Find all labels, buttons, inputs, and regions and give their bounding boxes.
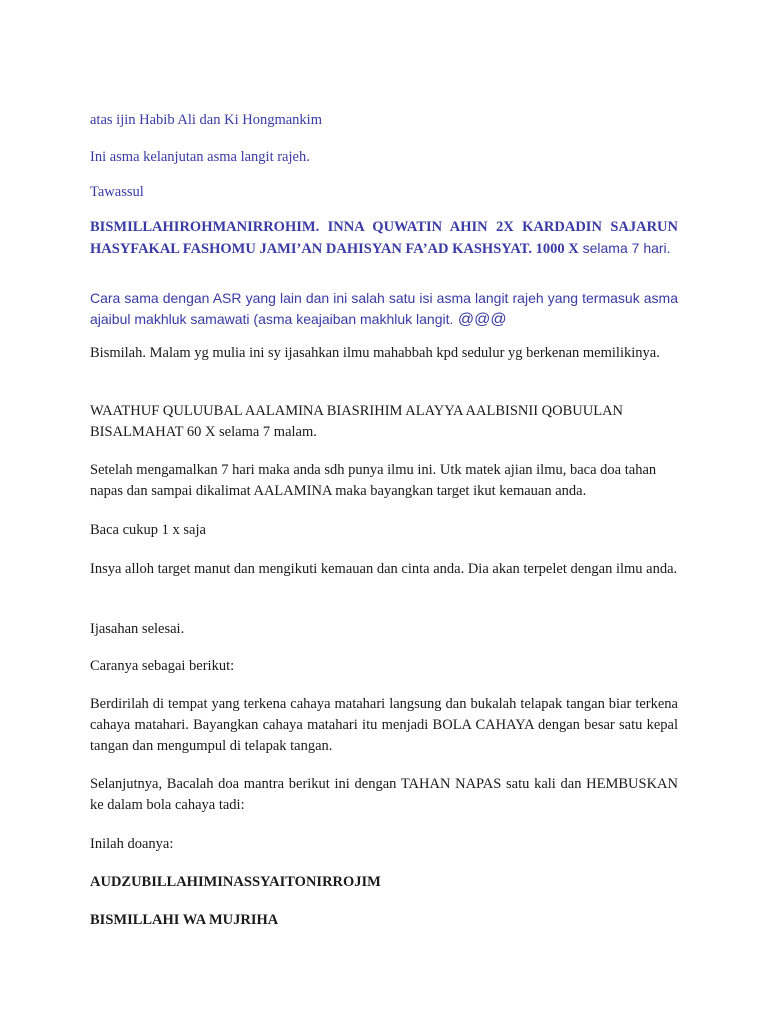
ijasahan-line: Ijasahan selesai. [90, 621, 185, 637]
waathuf-paragraph: WAATHUF QULUUBAL AALAMINA BIASRIHIM ALAYYA AALBISNII QOBUULAN BISALMAHAT 60 X selama 7 malam. [90, 403, 624, 440]
cara-sama-paragraph [90, 288, 678, 330]
subtitle-line: Ini asma kelanjutan asma langit rajeh. [90, 149, 310, 165]
mantra-paragraph-1 [90, 217, 678, 260]
caranya-line: Caranya sebagai berikut: [90, 658, 235, 674]
mantra-1-tail-text: selama 7 hari. [578, 240, 671, 256]
inilah-line: Inilah doanya: [90, 836, 174, 852]
cara-sama-tail: @@@ [453, 311, 507, 328]
cara-sama-text: Cara sama dengan ASR yang lain dan ini salah satu isi asma langit rajeh yang termasuk asma ajaibul makhluk samawati (asma keajaiban makhluk langit. [90, 290, 678, 327]
insya-paragraph: Insya alloh target manut dan mengikuti kemauan dan cinta anda. Dia akan terpelet dengan ilmu anda. [90, 561, 678, 577]
audzu-line: AUDZUBILLAHIMINASSYAITONIRROJIM [90, 874, 381, 890]
mantra-1-bold-text: BISMILLAHIROHMANIRROHIM. INNA QUWATIN AHIN 2X KARDADIN SAJARUN HASYFAKAL FASHOMU JAMI’AN DAHISYAN FA’AD KASHSYAT. 1000 X [90, 219, 678, 257]
setelah-paragraph: Setelah mengamalkan 7 hari maka anda sdh punya ilmu ini. Utk matek ajian ilmu, baca doa tahan napas dan sampai dikalimat AALAMINA maka bayangkan target ikut kemauan anda. [90, 462, 657, 499]
bismilah-paragraph: Bismilah. Malam yg mulia ini sy ijasahkan ilmu mahabbah kpd sedulur yg berkenan memilikinya. [90, 345, 660, 361]
intro-line: atas ijin Habib Ali dan Ki Hongmankim [90, 112, 322, 128]
berdirilah-paragraph: Berdirilah di tempat yang terkena cahaya matahari langsung dan bukalah telapak tangan biar terkena cahaya matahari. Bayangkan cahaya matahari itu menjadi BOLA CAHAYA dengan besar satu kepal tangan dan mengumpul di telapak tangan. [90, 696, 678, 754]
tawassul-heading: Tawassul [90, 184, 144, 200]
baca-cukup-line: Baca cukup 1 x saja [90, 522, 206, 538]
document-page [90, 0, 678, 1024]
selanjutnya-paragraph: Selanjutnya, Bacalah doa mantra berikut ini dengan TAHAN NAPAS satu kali dan HEMBUSKAN ke dalam bola cahaya tadi: [90, 776, 678, 813]
bismillahi-wa-line: BISMILLAHI WA MUJRIHA [90, 912, 279, 928]
